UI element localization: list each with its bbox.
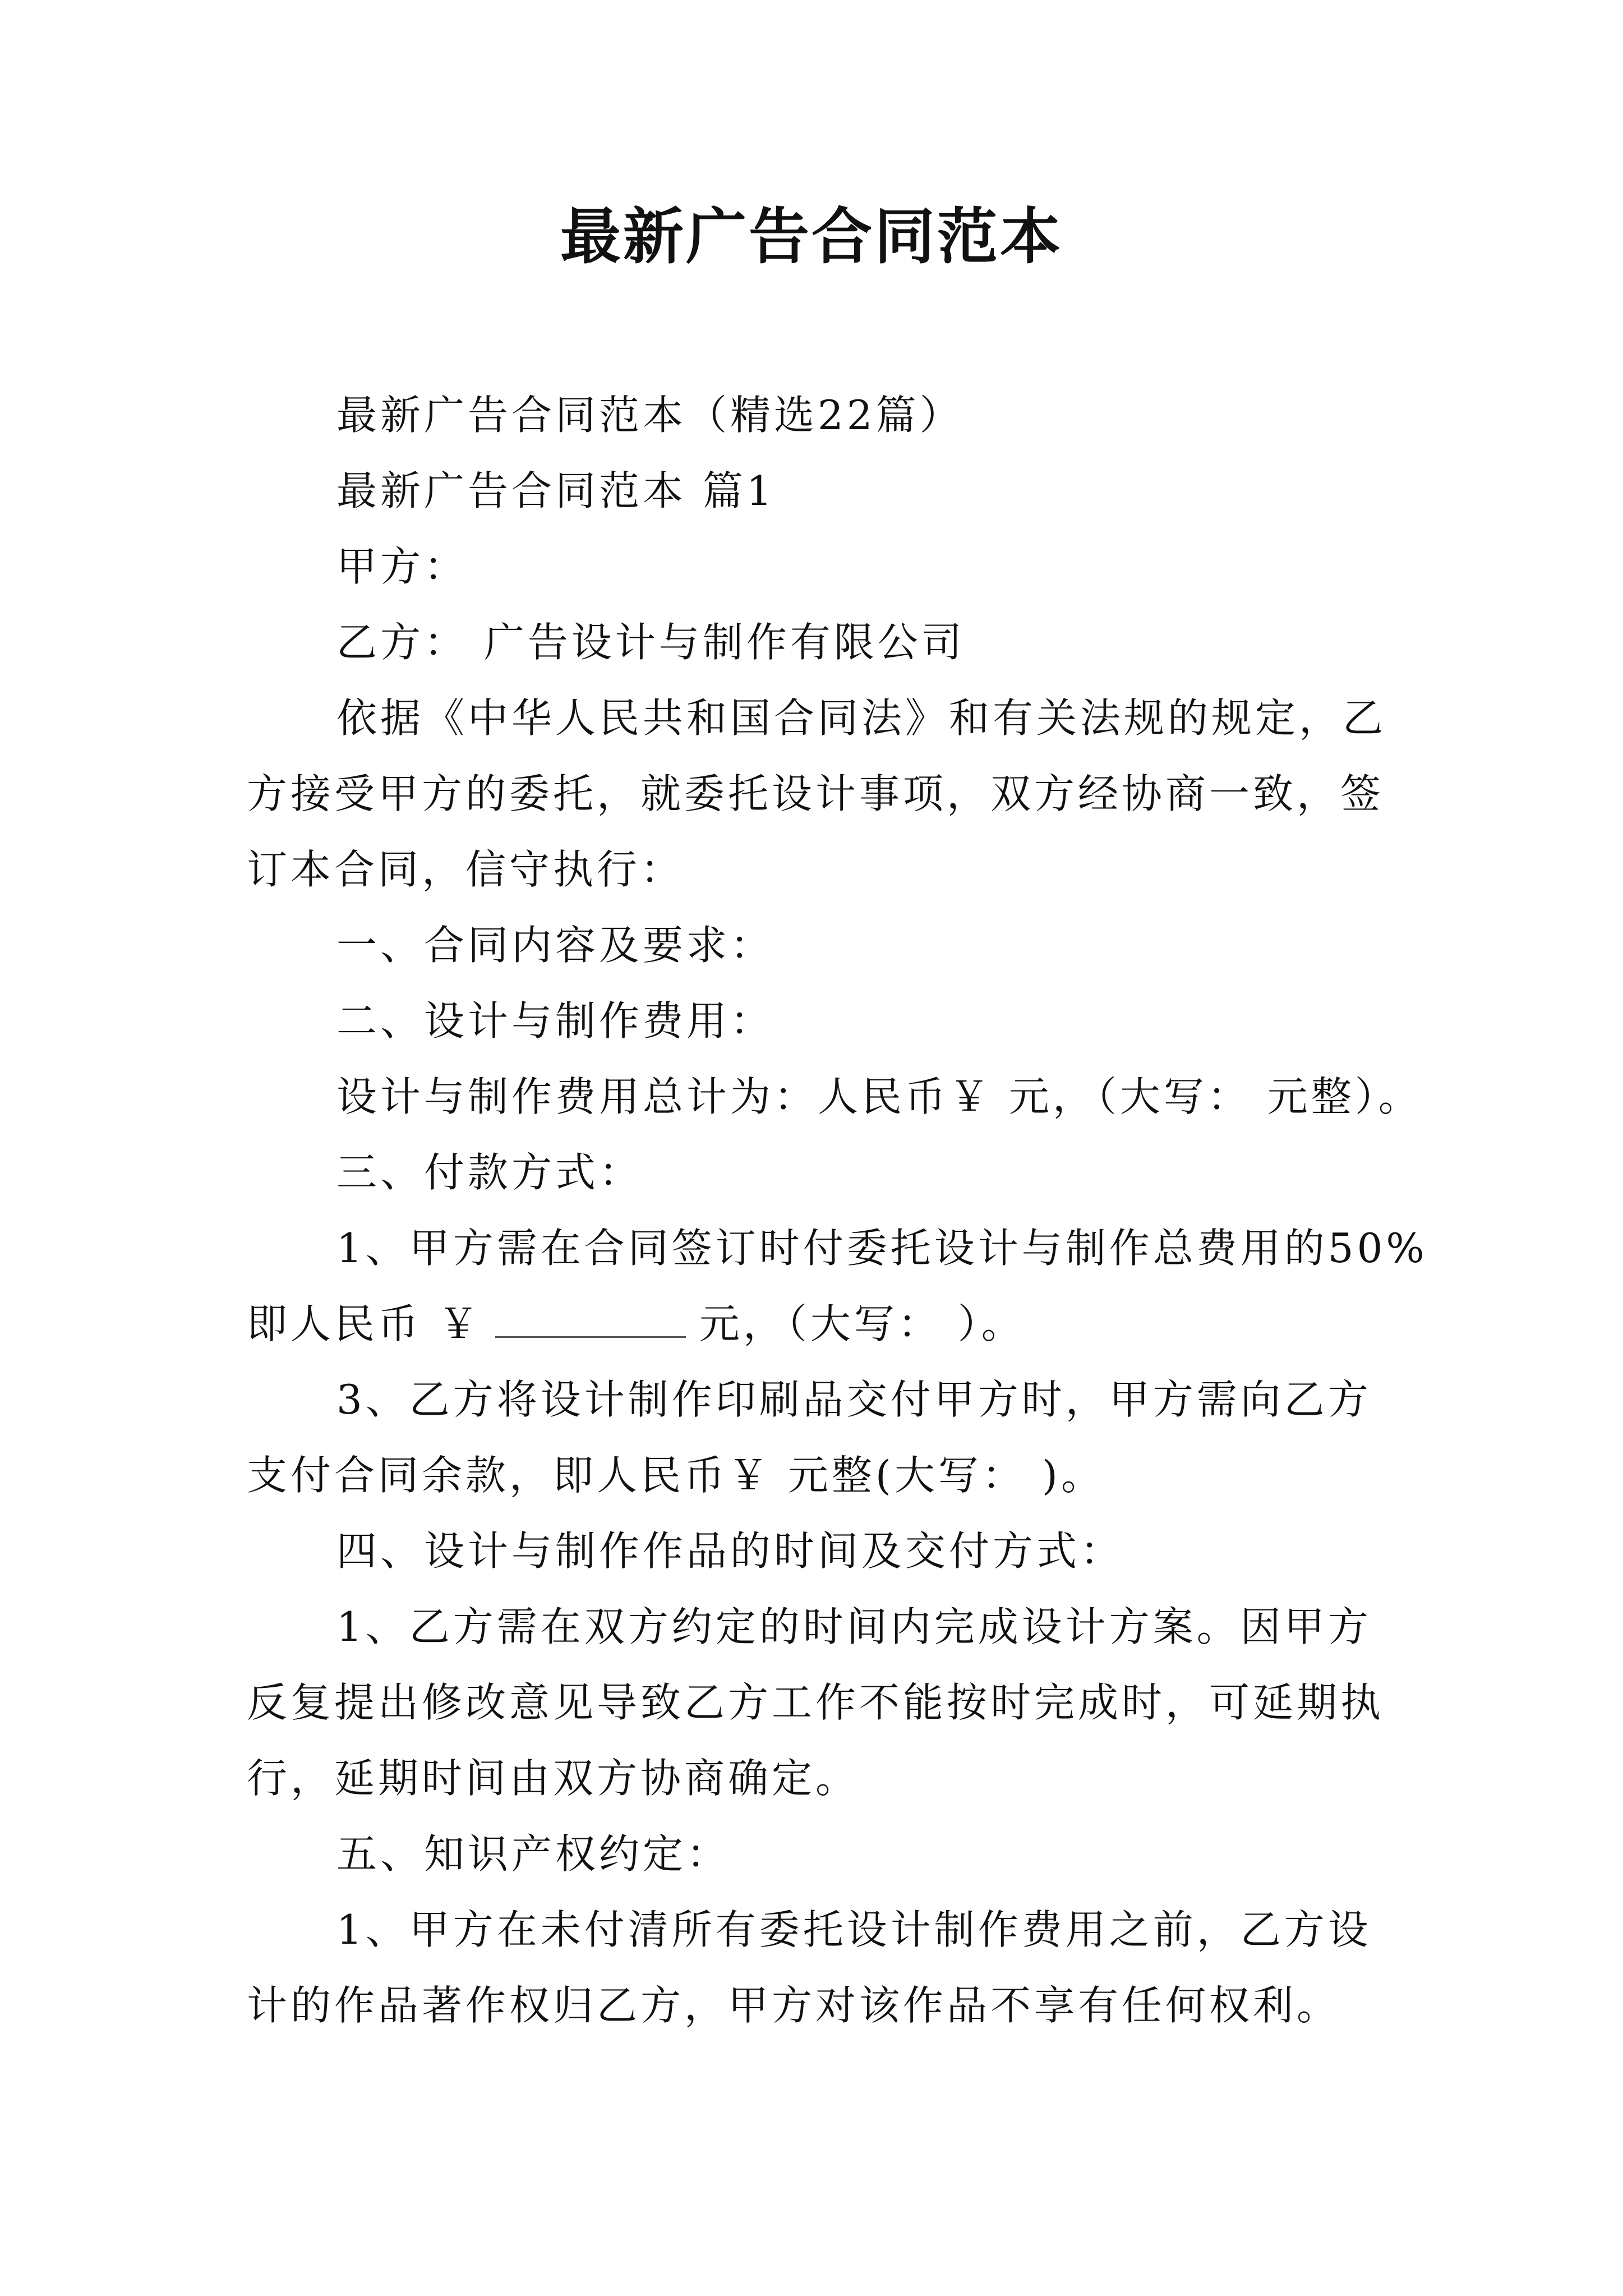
payment-suffix: 元，（大写： ）。 — [699, 1300, 1025, 1347]
clause-heading: 二、设计与制作费用： — [336, 997, 774, 1045]
party-a-label: 甲方： — [336, 543, 468, 590]
section-heading-part1: 最新广告合同范本 篇1 — [336, 467, 776, 514]
paragraph-line: 依据《中华人民共和国合同法》和有关法规的规定，乙 — [336, 694, 1387, 742]
clause-heading: 三、付款方式： — [336, 1149, 643, 1196]
paragraph-line: 订本合同，信守执行： — [247, 846, 685, 893]
paragraph-line: 1、甲方需在合同签订时付委托设计与制作总费用的50% — [336, 1225, 1428, 1272]
clause-heading: 五、知识产权约定： — [336, 1830, 731, 1878]
document-title: 最新广告合同范本 — [560, 201, 1063, 272]
paragraph-line: 3、乙方将设计制作印刷品交付甲方时，甲方需向乙方 — [336, 1376, 1372, 1423]
paragraph-line: 行，延期时间由双方协商确定。 — [247, 1755, 860, 1802]
party-b-line: 乙方： 广告设计与制作有限公司 — [336, 619, 965, 666]
amount-blank-underline — [495, 1303, 686, 1338]
payment-amount-line — [247, 1296, 1025, 1352]
fee-total-line: 设计与制作费用总计为：人民币￥ 元，（大写： 元整）。 — [336, 1073, 1422, 1120]
paragraph-line: 1、甲方在未付清所有委托设计制作费用之前，乙方设 — [336, 1906, 1372, 1953]
paragraph-line: 支付合同余款，即人民币￥ 元整(大写： )。 — [247, 1452, 1105, 1499]
document-subtitle: 最新广告合同范本（精选22篇） — [336, 392, 963, 439]
paragraph-line: 计的作品著作权归乙方，甲方对该作品不享有任何权利。 — [247, 1982, 1341, 2029]
paragraph-line: 1、乙方需在双方约定的时间内完成设计方案。因甲方 — [336, 1603, 1372, 1650]
payment-prefix: 即人民币 ￥ — [247, 1300, 482, 1347]
clause-heading: 四、设计与制作作品的时间及交付方式： — [336, 1527, 1124, 1575]
clause-heading: 一、合同内容及要求： — [336, 922, 774, 969]
paragraph-line: 方接受甲方的委托，就委托设计事项，双方经协商一致，签 — [247, 770, 1385, 817]
paragraph-line: 反复提出修改意见导致乙方工作不能按时完成时，可延期执 — [247, 1679, 1385, 1726]
